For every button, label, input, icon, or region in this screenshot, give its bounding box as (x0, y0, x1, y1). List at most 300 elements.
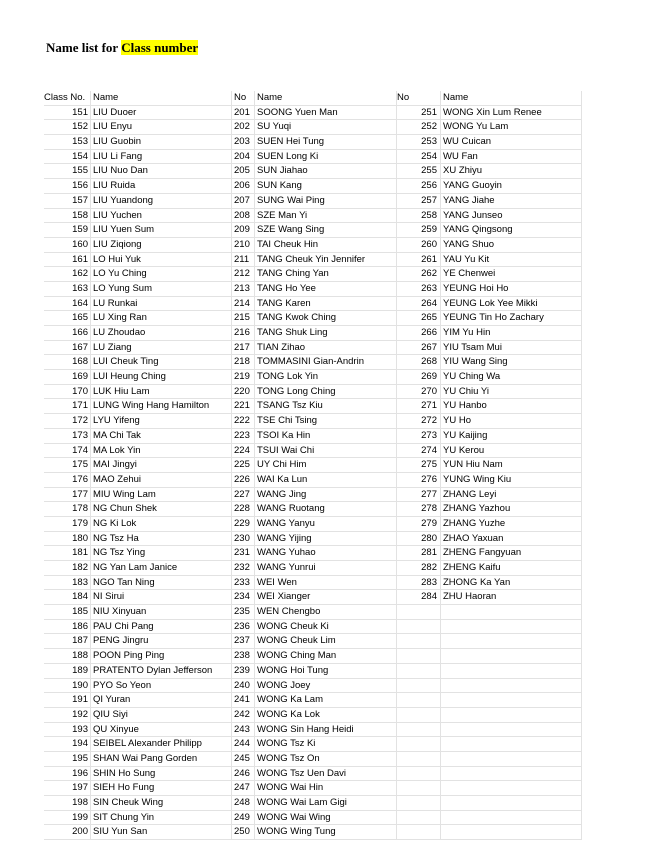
class-no-cell: 158 (44, 209, 91, 224)
no-cell: 249 (232, 811, 255, 826)
name-cell: YIU Wang Sing (441, 355, 582, 370)
table-row (44, 135, 582, 150)
name-cell: SIT Chung Yin (91, 811, 232, 826)
name-cell: TOMMASINI Gian-Andrin (255, 355, 397, 370)
no-cell: 247 (232, 781, 255, 796)
table-row (44, 399, 582, 414)
no-cell: 235 (232, 605, 255, 620)
name-cell: YANG Jiahe (441, 194, 582, 209)
name-cell: LYU Yifeng (91, 414, 232, 429)
name-cell: YUNG Wing Kiu (441, 473, 582, 488)
name-cell: YU Ho (441, 414, 582, 429)
table-row (44, 708, 582, 723)
name-cell: SUN Kang (255, 179, 397, 194)
class-no-cell: 180 (44, 532, 91, 547)
class-no-cell: 173 (44, 429, 91, 444)
name-cell: YU Kaijing (441, 429, 582, 444)
no-cell: 212 (232, 267, 255, 282)
table-row (44, 488, 582, 503)
no-cell: 222 (232, 414, 255, 429)
no-cell: 279 (397, 517, 441, 532)
table-row (44, 385, 582, 400)
no-cell: 250 (232, 825, 255, 840)
table-row (44, 326, 582, 341)
name-cell (441, 796, 582, 811)
no-cell: 252 (397, 120, 441, 135)
name-cell: YUN Hiu Nam (441, 458, 582, 473)
header-row (44, 91, 582, 106)
name-cell: LIU Ruida (91, 179, 232, 194)
table-row (44, 752, 582, 767)
class-no-cell: 159 (44, 223, 91, 238)
name-cell: LIU Duoer (91, 106, 232, 121)
name-cell: WU Fan (441, 150, 582, 165)
table-row (44, 811, 582, 826)
no-cell (397, 649, 441, 664)
name-cell (441, 811, 582, 826)
name-cell: TSUI Wai Chi (255, 444, 397, 459)
name-cell: YIU Tsam Mui (441, 341, 582, 356)
name-cell: SUEN Hei Tung (255, 135, 397, 150)
class-no-cell: 185 (44, 605, 91, 620)
class-no-cell: 156 (44, 179, 91, 194)
class-no-cell: 175 (44, 458, 91, 473)
class-no-cell: 174 (44, 444, 91, 459)
no-cell: 245 (232, 752, 255, 767)
name-cell: LUI Cheuk Ting (91, 355, 232, 370)
name-cell: PRATENTO Dylan Jefferson (91, 664, 232, 679)
name-cell (441, 825, 582, 840)
no-cell: 281 (397, 546, 441, 561)
name-cell: WONG Sin Hang Heidi (255, 723, 397, 738)
no-cell: 271 (397, 399, 441, 414)
name-cell: WEI Wen (255, 576, 397, 591)
table-row (44, 194, 582, 209)
table-row (44, 664, 582, 679)
name-cell: TANG Shuk Ling (255, 326, 397, 341)
no-cell: 263 (397, 282, 441, 297)
no-cell: 225 (232, 458, 255, 473)
name-cell: WONG Wing Tung (255, 825, 397, 840)
name-cell: YEUNG Tin Ho Zachary (441, 311, 582, 326)
class-no-cell: 179 (44, 517, 91, 532)
name-cell (441, 620, 582, 635)
table-row (44, 106, 582, 121)
header-no-3: No (397, 91, 441, 106)
name-cell: SUN Jiahao (255, 164, 397, 179)
no-cell (397, 708, 441, 723)
table-row (44, 414, 582, 429)
no-cell (397, 634, 441, 649)
table-row (44, 561, 582, 576)
class-no-cell: 162 (44, 267, 91, 282)
no-cell: 214 (232, 297, 255, 312)
no-cell: 201 (232, 106, 255, 121)
name-cell: SU Yuqi (255, 120, 397, 135)
no-cell (397, 737, 441, 752)
name-cell: LU Zhoudao (91, 326, 232, 341)
name-cell: YEUNG Lok Yee Mikki (441, 297, 582, 312)
name-cell: TANG Kwok Ching (255, 311, 397, 326)
name-cell: WONG Tsz On (255, 752, 397, 767)
name-cell: WANG Yijing (255, 532, 397, 547)
no-cell: 244 (232, 737, 255, 752)
table-row (44, 253, 582, 268)
name-cell: YAU Yu Kit (441, 253, 582, 268)
no-cell: 270 (397, 385, 441, 400)
table-row (44, 458, 582, 473)
class-no-cell: 160 (44, 238, 91, 253)
name-cell: LO Hui Yuk (91, 253, 232, 268)
no-cell: 215 (232, 311, 255, 326)
no-cell (397, 679, 441, 694)
class-no-cell: 188 (44, 649, 91, 664)
no-cell: 264 (397, 297, 441, 312)
name-cell: LIU Guobin (91, 135, 232, 150)
name-cell: QU Xinyue (91, 723, 232, 738)
name-cell: WANG Yuhao (255, 546, 397, 561)
name-cell: SUNG Wai Ping (255, 194, 397, 209)
name-cell: WONG Joey (255, 679, 397, 694)
table-row (44, 825, 582, 840)
name-cell: YANG Junseo (441, 209, 582, 224)
no-cell (397, 767, 441, 782)
no-cell: 231 (232, 546, 255, 561)
name-cell: WONG Hoi Tung (255, 664, 397, 679)
class-no-cell: 197 (44, 781, 91, 796)
class-no-cell: 190 (44, 679, 91, 694)
name-cell: LUI Heung Ching (91, 370, 232, 385)
header-no-2: No (232, 91, 255, 106)
class-no-cell: 198 (44, 796, 91, 811)
table-row (44, 679, 582, 694)
no-cell: 276 (397, 473, 441, 488)
table-row (44, 429, 582, 444)
table-row (44, 649, 582, 664)
no-cell (397, 781, 441, 796)
no-cell: 210 (232, 238, 255, 253)
name-cell: YU Ching Wa (441, 370, 582, 385)
name-cell: ZHAO Yaxuan (441, 532, 582, 547)
no-cell: 246 (232, 767, 255, 782)
no-cell (397, 664, 441, 679)
name-cell: ZHANG Leyi (441, 488, 582, 503)
name-cell: TONG Long Ching (255, 385, 397, 400)
name-cell: LU Runkai (91, 297, 232, 312)
name-cell (441, 634, 582, 649)
table-row (44, 164, 582, 179)
table-row (44, 781, 582, 796)
table-row (44, 737, 582, 752)
name-cell (441, 664, 582, 679)
title-highlight: Class number (121, 40, 199, 55)
name-cell: NGO Tan Ning (91, 576, 232, 591)
name-cell: WONG Ka Lam (255, 693, 397, 708)
table-row (44, 767, 582, 782)
table-row (44, 473, 582, 488)
table-row (44, 634, 582, 649)
name-cell: NI Sirui (91, 590, 232, 605)
header-name-1: Name (91, 91, 232, 106)
no-cell: 220 (232, 385, 255, 400)
class-no-cell: 186 (44, 620, 91, 635)
name-cell: WONG Yu Lam (441, 120, 582, 135)
name-cell: TANG Ho Yee (255, 282, 397, 297)
name-cell (441, 605, 582, 620)
table-row (44, 576, 582, 591)
no-cell: 209 (232, 223, 255, 238)
class-no-cell: 172 (44, 414, 91, 429)
name-cell (441, 708, 582, 723)
no-cell: 261 (397, 253, 441, 268)
name-cell: NG Tsz Ha (91, 532, 232, 547)
page-title (46, 40, 198, 56)
name-cell: ZHU Haoran (441, 590, 582, 605)
table-row (44, 120, 582, 135)
no-cell: 217 (232, 341, 255, 356)
no-cell: 226 (232, 473, 255, 488)
name-cell: WONG Xin Lum Renee (441, 106, 582, 121)
no-cell (397, 825, 441, 840)
no-cell: 243 (232, 723, 255, 738)
no-cell: 272 (397, 414, 441, 429)
no-cell: 282 (397, 561, 441, 576)
name-cell: LIU Li Fang (91, 150, 232, 165)
no-cell: 257 (397, 194, 441, 209)
class-no-cell: 153 (44, 135, 91, 150)
name-cell: LU Ziang (91, 341, 232, 356)
class-no-cell: 199 (44, 811, 91, 826)
no-cell: 234 (232, 590, 255, 605)
class-no-cell: 161 (44, 253, 91, 268)
class-no-cell: 163 (44, 282, 91, 297)
table-row (44, 282, 582, 297)
table-row (44, 546, 582, 561)
no-cell: 258 (397, 209, 441, 224)
name-cell: LUNG Wing Hang Hamilton (91, 399, 232, 414)
no-cell: 275 (397, 458, 441, 473)
class-no-cell: 167 (44, 341, 91, 356)
name-cell: TANG Karen (255, 297, 397, 312)
no-cell: 232 (232, 561, 255, 576)
class-no-cell: 182 (44, 561, 91, 576)
name-cell: MAI Jingyi (91, 458, 232, 473)
header-name-3: Name (441, 91, 582, 106)
no-cell: 203 (232, 135, 255, 150)
table-row (44, 723, 582, 738)
name-cell: LIU Enyu (91, 120, 232, 135)
class-no-cell: 184 (44, 590, 91, 605)
name-cell: NIU Xinyuan (91, 605, 232, 620)
table-row (44, 223, 582, 238)
table-row (44, 179, 582, 194)
class-no-cell: 151 (44, 106, 91, 121)
class-no-cell: 195 (44, 752, 91, 767)
name-cell: WONG Wai Lam Gigi (255, 796, 397, 811)
name-cell (441, 649, 582, 664)
no-cell: 233 (232, 576, 255, 591)
class-no-cell: 171 (44, 399, 91, 414)
class-no-cell: 165 (44, 311, 91, 326)
no-cell: 230 (232, 532, 255, 547)
name-cell: ZHANG Yazhou (441, 502, 582, 517)
name-cell: WEI Xianger (255, 590, 397, 605)
name-cell: ZHENG Fangyuan (441, 546, 582, 561)
name-cell: WU Cuican (441, 135, 582, 150)
name-cell: SIN Cheuk Wing (91, 796, 232, 811)
class-no-cell: 170 (44, 385, 91, 400)
no-cell: 206 (232, 179, 255, 194)
table-row (44, 297, 582, 312)
no-cell: 260 (397, 238, 441, 253)
name-cell: MAO Zehui (91, 473, 232, 488)
name-cell: PENG Jingru (91, 634, 232, 649)
name-cell (441, 767, 582, 782)
no-cell: 255 (397, 164, 441, 179)
name-cell: UY Chi Him (255, 458, 397, 473)
class-no-cell: 177 (44, 488, 91, 503)
no-cell: 202 (232, 120, 255, 135)
name-cell: POON Ping Ping (91, 649, 232, 664)
no-cell: 248 (232, 796, 255, 811)
name-cell: QIU Siyi (91, 708, 232, 723)
no-cell: 262 (397, 267, 441, 282)
name-cell: YEUNG Hoi Ho (441, 282, 582, 297)
no-cell (397, 752, 441, 767)
no-cell (397, 620, 441, 635)
name-cell: YANG Qingsong (441, 223, 582, 238)
name-cell: YE Chenwei (441, 267, 582, 282)
no-cell: 269 (397, 370, 441, 385)
class-no-cell: 164 (44, 297, 91, 312)
name-cell: XU Zhiyu (441, 164, 582, 179)
name-cell: SEIBEL Alexander Philipp (91, 737, 232, 752)
class-no-cell: 192 (44, 708, 91, 723)
no-cell: 254 (397, 150, 441, 165)
name-cell: TSANG Tsz Kiu (255, 399, 397, 414)
name-cell: WONG Tsz Uen Davi (255, 767, 397, 782)
name-cell: NG Ki Lok (91, 517, 232, 532)
no-cell: 280 (397, 532, 441, 547)
name-cell: SZE Wang Sing (255, 223, 397, 238)
table-row (44, 150, 582, 165)
no-cell: 266 (397, 326, 441, 341)
name-cell: LIU Nuo Dan (91, 164, 232, 179)
name-cell (441, 679, 582, 694)
no-cell: 229 (232, 517, 255, 532)
no-cell: 277 (397, 488, 441, 503)
name-cell: WANG Ruotang (255, 502, 397, 517)
no-cell: 239 (232, 664, 255, 679)
no-cell (397, 693, 441, 708)
no-cell: 265 (397, 311, 441, 326)
class-no-cell: 181 (44, 546, 91, 561)
no-cell: 273 (397, 429, 441, 444)
class-no-cell: 183 (44, 576, 91, 591)
name-cell: WANG Yunrui (255, 561, 397, 576)
name-table (44, 91, 582, 840)
no-cell: 238 (232, 649, 255, 664)
name-cell: SOONG Yuen Man (255, 106, 397, 121)
name-cell: SIEH Ho Fung (91, 781, 232, 796)
name-cell: YU Kerou (441, 444, 582, 459)
no-cell: 213 (232, 282, 255, 297)
name-cell: WANG Jing (255, 488, 397, 503)
name-cell: LIU Ziqiong (91, 238, 232, 253)
no-cell: 223 (232, 429, 255, 444)
name-cell: LO Yu Ching (91, 267, 232, 282)
table-row (44, 311, 582, 326)
name-cell: TAI Cheuk Hin (255, 238, 397, 253)
class-no-cell: 157 (44, 194, 91, 209)
name-cell: ZHANG Yuzhe (441, 517, 582, 532)
name-cell: PYO So Yeon (91, 679, 232, 694)
no-cell: 267 (397, 341, 441, 356)
name-cell: YIM Yu Hin (441, 326, 582, 341)
name-cell: MIU Wing Lam (91, 488, 232, 503)
no-cell (397, 811, 441, 826)
no-cell: 242 (232, 708, 255, 723)
name-cell: SUEN Long Ki (255, 150, 397, 165)
no-cell: 216 (232, 326, 255, 341)
name-cell (441, 693, 582, 708)
table-row (44, 370, 582, 385)
no-cell: 278 (397, 502, 441, 517)
name-cell: WONG Wai Wing (255, 811, 397, 826)
class-no-cell: 194 (44, 737, 91, 752)
no-cell: 211 (232, 253, 255, 268)
name-cell (441, 737, 582, 752)
no-cell: 205 (232, 164, 255, 179)
table-row (44, 444, 582, 459)
no-cell: 253 (397, 135, 441, 150)
no-cell: 240 (232, 679, 255, 694)
no-cell (397, 723, 441, 738)
name-cell: TSOI Ka Hin (255, 429, 397, 444)
no-cell: 237 (232, 634, 255, 649)
name-cell: WONG Ka Lok (255, 708, 397, 723)
no-cell: 284 (397, 590, 441, 605)
no-cell: 268 (397, 355, 441, 370)
table-row (44, 209, 582, 224)
class-no-cell: 152 (44, 120, 91, 135)
name-cell: YU Chiu Yi (441, 385, 582, 400)
name-cell: TONG Lok Yin (255, 370, 397, 385)
name-cell: WONG Wai Hin (255, 781, 397, 796)
name-cell: TANG Ching Yan (255, 267, 397, 282)
table-row (44, 693, 582, 708)
name-cell: LO Yung Sum (91, 282, 232, 297)
no-cell: 227 (232, 488, 255, 503)
name-cell: YU Hanbo (441, 399, 582, 414)
name-cell: SIU Yun San (91, 825, 232, 840)
table-row (44, 238, 582, 253)
class-no-cell: 193 (44, 723, 91, 738)
name-cell: WAI Ka Lun (255, 473, 397, 488)
title-prefix: Name list for (46, 40, 122, 55)
no-cell: 224 (232, 444, 255, 459)
no-cell (397, 796, 441, 811)
class-no-cell: 191 (44, 693, 91, 708)
name-cell: WONG Cheuk Lim (255, 634, 397, 649)
no-cell: 208 (232, 209, 255, 224)
no-cell (397, 605, 441, 620)
name-cell: NG Tsz Ying (91, 546, 232, 561)
name-cell: WONG Cheuk Ki (255, 620, 397, 635)
name-cell: QI Yuran (91, 693, 232, 708)
table-row (44, 341, 582, 356)
no-cell: 259 (397, 223, 441, 238)
